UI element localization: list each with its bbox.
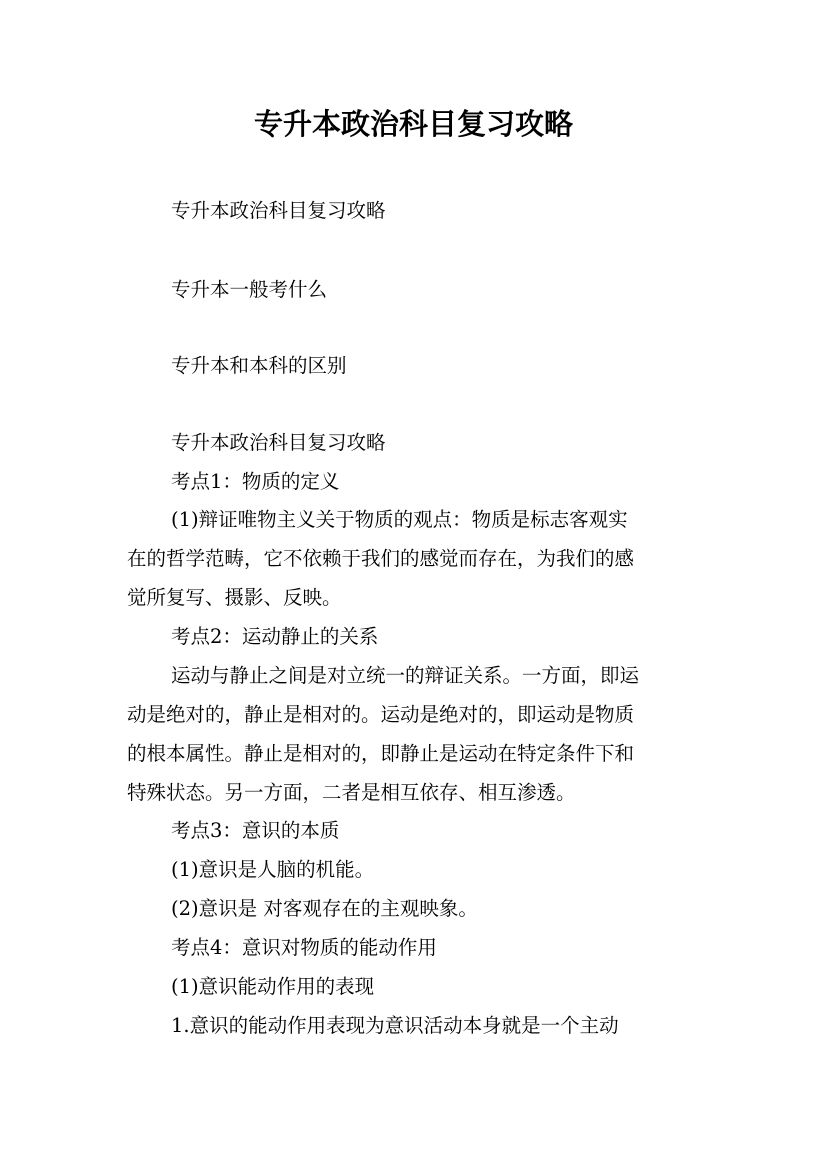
document-title: 专升本政治科目复习攻略 [253,107,573,141]
body-line: (2)意识是 对客观存在的主观映象。 [171,897,478,920]
body-line: 的根本属性。静止是相对的，即静止是运动在特定条件下和 [127,742,635,765]
section-heading: 考点2：运动静止的关系 [171,625,379,648]
body-line: (1)意识是人脑的机能。 [171,858,375,881]
paragraph-heading: 专升本政治科目复习攻略 [171,199,386,222]
paragraph-heading: 专升本政治科目复习攻略 [171,431,386,454]
body-line: 在的哲学范畴，它不依赖于我们的感觉而存在，为我们的感 [127,547,635,570]
paragraph-heading: 专升本和本科的区别 [171,354,347,377]
body-line: 动是绝对的，静止是相对的。运动是绝对的，即运动是物质 [127,703,635,726]
section-heading: 考点4：意识对物质的能动作用 [171,936,437,959]
section-heading: 考点3：意识的本质 [171,819,340,842]
body-line: 运动与静止之间是对立统一的辩证关系。一方面，即运 [171,664,640,687]
body-line: 特殊状态。另一方面，二者是相互依存、相互渗透。 [127,781,576,804]
body-line: 觉所复写、摄影、反映。 [127,586,342,609]
body-line: 1.意识的能动作用表现为意识活动本身就是一个主动 [171,1014,619,1037]
body-line: (1)意识能动作用的表现 [171,975,375,998]
section-heading: 考点1：物质的定义 [171,470,340,493]
paragraph-heading: 专升本一般考什么 [171,278,328,301]
body-line: (1)辩证唯物主义关于物质的观点：物质是标志客观实 [171,508,628,531]
